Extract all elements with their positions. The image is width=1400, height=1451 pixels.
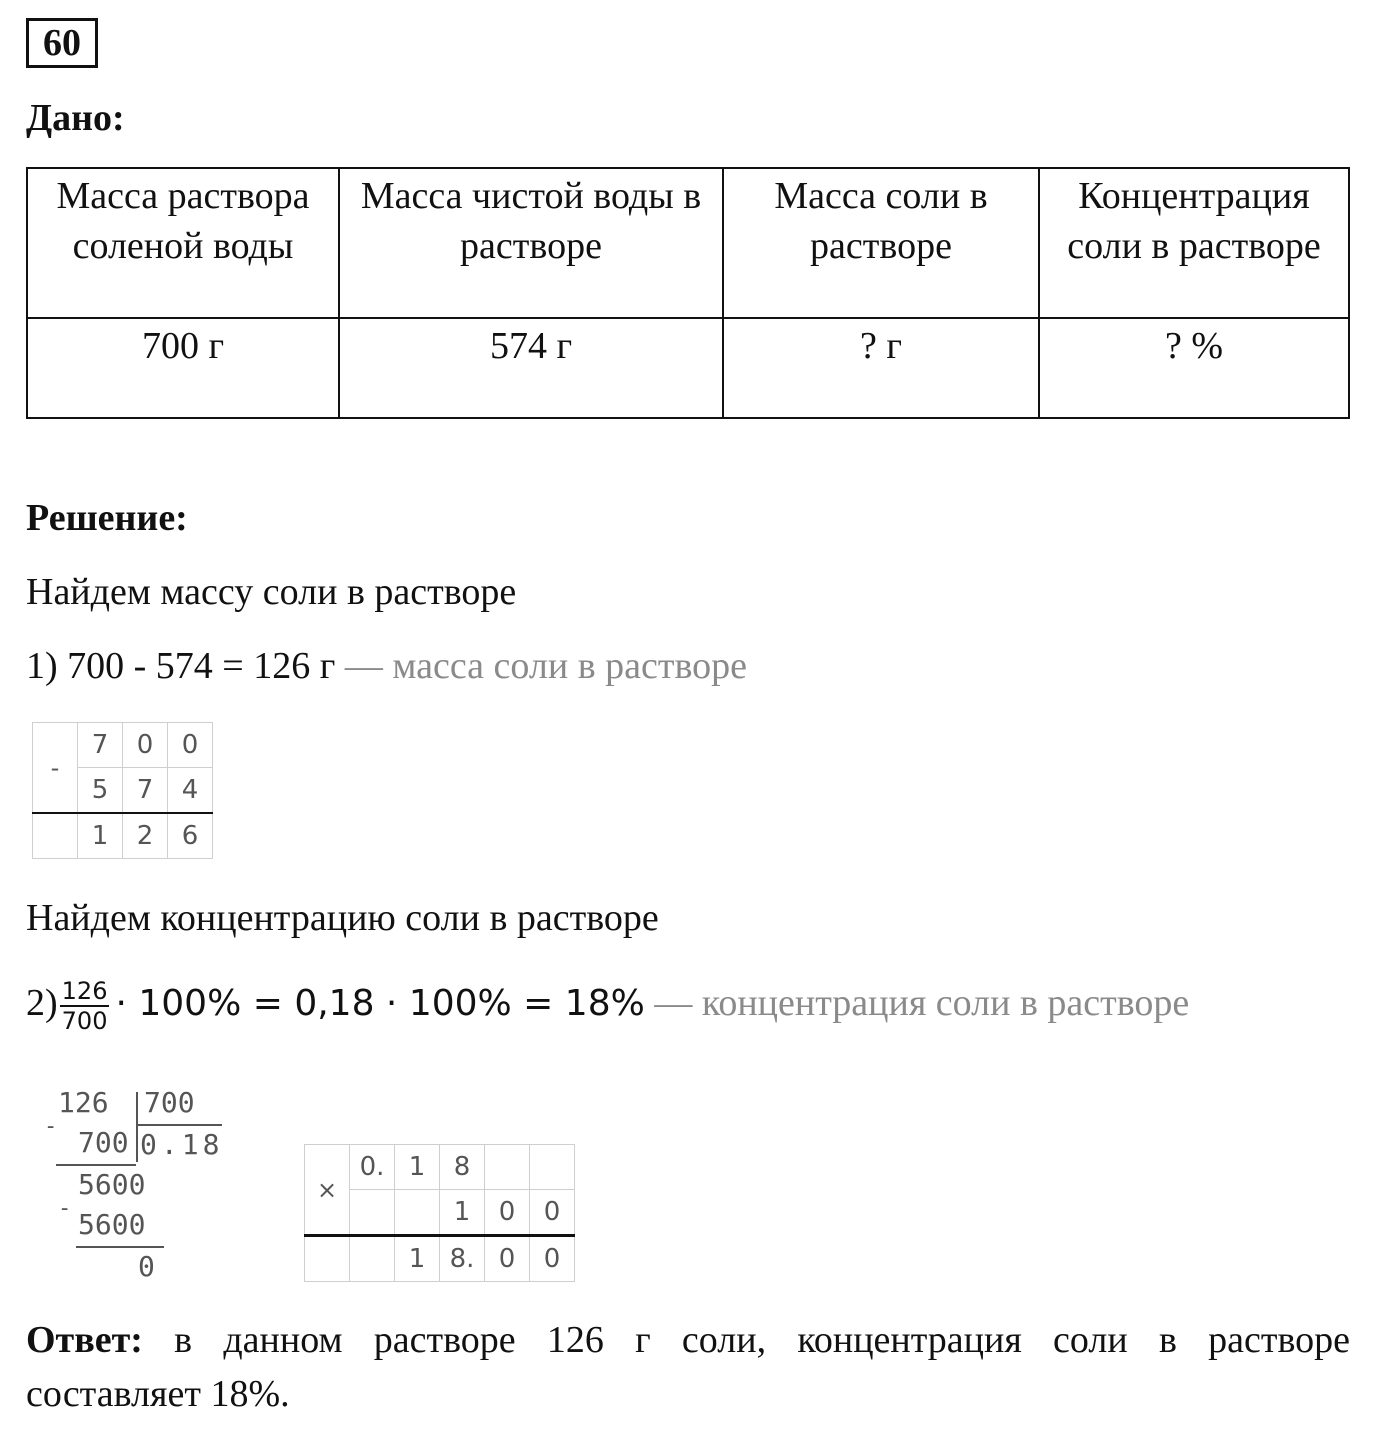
multiplication-grid bbox=[304, 1144, 575, 1282]
header-solution-mass: Масса раствора соленой воды bbox=[27, 168, 339, 318]
remainder-2: 0 bbox=[138, 1250, 155, 1283]
grid-cell: 0. bbox=[350, 1145, 395, 1190]
grid-cell bbox=[305, 1236, 350, 1282]
dividend: 126 bbox=[58, 1086, 109, 1119]
quotient: 0.18 bbox=[140, 1128, 224, 1161]
divisor-underline bbox=[138, 1124, 222, 1126]
grid-cell bbox=[350, 1190, 395, 1236]
problem-number: 60 bbox=[26, 18, 98, 68]
grid-cell: 0 bbox=[485, 1236, 530, 1282]
value-concentration: ? % bbox=[1039, 318, 1349, 418]
step1-intro: Найдем массу соли в растворе bbox=[26, 571, 517, 613]
step1-line bbox=[26, 644, 747, 688]
grid-cell: 0 bbox=[530, 1190, 575, 1236]
grid-cell: 7 bbox=[123, 768, 168, 814]
header-water-mass: Масса чистой воды в растворе bbox=[339, 168, 723, 318]
answer-text-1: в данном растворе 126 г соли, концентрация соли в растворе bbox=[174, 1319, 1351, 1361]
fraction-numerator: 126 bbox=[61, 977, 108, 1006]
fraction bbox=[60, 977, 110, 1035]
step2-line bbox=[26, 968, 1189, 1039]
grid-cell: 0 bbox=[530, 1236, 575, 1282]
grid-cell: 6 bbox=[168, 813, 213, 859]
subtraction-grid bbox=[32, 722, 213, 859]
fraction-denominator: 700 bbox=[61, 1007, 108, 1036]
grid-cell: 1 bbox=[440, 1190, 485, 1236]
subtrahend-2: 5600 bbox=[78, 1208, 146, 1241]
grid-cell: 4 bbox=[168, 768, 213, 814]
times-sign: × bbox=[305, 1145, 350, 1236]
grid-cell: 1 bbox=[78, 813, 123, 859]
value-water-mass: 574 г bbox=[339, 318, 723, 418]
given-table bbox=[26, 167, 1350, 419]
step1-expression: 1) 700 - 574 = 126 г bbox=[26, 645, 336, 687]
grid-cell bbox=[530, 1145, 575, 1190]
grid-cell: 0 bbox=[168, 723, 213, 768]
divisor: 700 bbox=[144, 1086, 195, 1119]
table-value-row bbox=[27, 318, 1349, 418]
grid-cell: 1 bbox=[395, 1145, 440, 1190]
table-header-row bbox=[27, 168, 1349, 318]
minus-sign: - bbox=[44, 1114, 58, 1139]
long-division bbox=[40, 1086, 240, 1286]
division-bar bbox=[136, 1092, 138, 1162]
header-salt-mass: Масса соли в растворе bbox=[723, 168, 1039, 318]
answer-line-1 bbox=[26, 1318, 1350, 1362]
grid-cell bbox=[33, 813, 78, 859]
grid-cell: 7 bbox=[78, 723, 123, 768]
grid-cell bbox=[350, 1236, 395, 1282]
step1-comment: — масса соли в растворе bbox=[344, 645, 748, 687]
line-1 bbox=[56, 1164, 136, 1166]
answer-label: Ответ: bbox=[26, 1319, 143, 1361]
grid-cell bbox=[485, 1145, 530, 1190]
value-solution-mass: 700 г bbox=[27, 318, 339, 418]
step2-prefix: 2) bbox=[26, 982, 58, 1024]
minus-sign: - bbox=[58, 1196, 72, 1221]
grid-cell bbox=[395, 1190, 440, 1236]
line-2 bbox=[76, 1246, 164, 1248]
grid-cell: 5 bbox=[78, 768, 123, 814]
answer-line-2: составляет 18%. bbox=[26, 1373, 290, 1415]
solution-label: Решение: bbox=[26, 497, 188, 539]
step2-expression: · 100% = 0,18 · 100% = 18% bbox=[115, 983, 645, 1024]
step2-intro: Найдем концентрацию соли в растворе bbox=[26, 897, 659, 939]
value-salt-mass: ? г bbox=[723, 318, 1039, 418]
grid-cell: 2 bbox=[123, 813, 168, 859]
grid-cell: 0 bbox=[485, 1190, 530, 1236]
given-label: Дано: bbox=[26, 97, 125, 139]
step2-comment: — концентрация соли в растворе bbox=[654, 982, 1190, 1024]
subtrahend-1: 700 bbox=[78, 1126, 129, 1159]
minus-sign: - bbox=[33, 723, 78, 814]
grid-cell: 8. bbox=[440, 1236, 485, 1282]
grid-cell: 1 bbox=[395, 1236, 440, 1282]
remainder-1: 5600 bbox=[78, 1168, 146, 1201]
grid-cell: 0 bbox=[123, 723, 168, 768]
grid-cell: 8 bbox=[440, 1145, 485, 1190]
header-concentration: Концентрация соли в растворе bbox=[1039, 168, 1349, 318]
